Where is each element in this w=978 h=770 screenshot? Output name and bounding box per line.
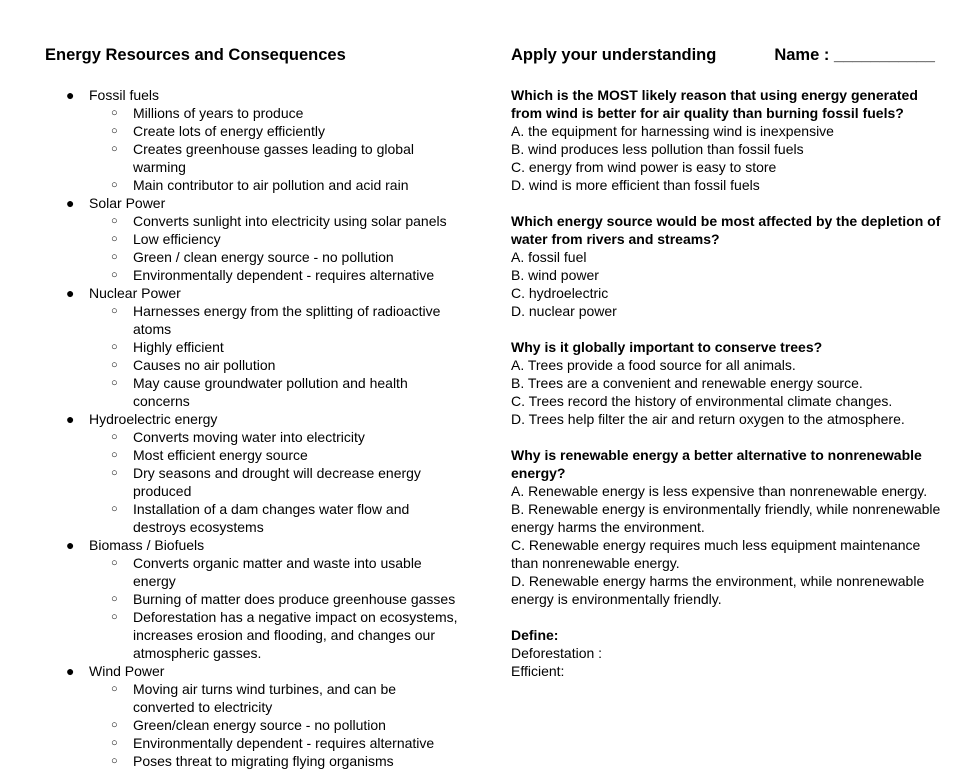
circle-bullet-icon: ○ bbox=[111, 107, 118, 119]
point-item: ○ Deforestation has a negative impact on ecosystems, increases erosion and flooding, and changes our atmospheric gasses. bbox=[111, 609, 458, 661]
answer-option: B. wind produces less pollution than fossil fuels bbox=[511, 141, 804, 157]
circle-bullet-icon: ○ bbox=[111, 359, 118, 371]
worksheet-title: Apply your understanding bbox=[511, 46, 717, 64]
circle-bullet-icon: ○ bbox=[111, 269, 118, 281]
circle-bullet-icon: ○ bbox=[111, 737, 118, 749]
question-text: Which energy source would be most affected by the depletion of water from rivers and streams? bbox=[511, 213, 941, 247]
answer-option: D. wind is more efficient than fossil fuels bbox=[511, 177, 760, 193]
answer-option: B. Trees are a convenient and renewable energy source. bbox=[511, 375, 863, 391]
topic-points bbox=[89, 302, 485, 410]
circle-bullet-icon: ○ bbox=[111, 611, 118, 623]
circle-bullet-icon: ○ bbox=[111, 593, 118, 605]
circle-bullet-icon: ○ bbox=[111, 755, 118, 767]
question-block-1 bbox=[511, 86, 951, 194]
question-text: Why is it globally important to conserve trees? bbox=[511, 339, 823, 355]
question-block-4 bbox=[511, 446, 951, 608]
circle-bullet-icon: ○ bbox=[111, 179, 118, 191]
circle-bullet-icon: ○ bbox=[111, 215, 118, 227]
point-item: ○ Converts organic matter and waste into usable energy bbox=[111, 555, 422, 589]
circle-bullet-icon: ○ bbox=[111, 503, 118, 515]
answer-option: A. fossil fuel bbox=[511, 249, 587, 265]
point-item: ○ Converts moving water into electricity bbox=[111, 429, 365, 445]
point-item: ○ Environmentally dependent - requires alternative bbox=[111, 735, 435, 751]
bullet-icon: ● bbox=[66, 87, 75, 103]
point-item: ○ Poses threat to migrating flying organisms bbox=[111, 753, 394, 769]
bullet-icon: ● bbox=[66, 537, 75, 553]
topic-item-hydroelectric bbox=[45, 410, 485, 536]
answer-option: B. Renewable energy is environmentally friendly, while nonrenewable energy harms the environment. bbox=[511, 501, 941, 535]
circle-bullet-icon: ○ bbox=[111, 377, 118, 389]
worksheet-column bbox=[511, 44, 951, 680]
topic-points bbox=[89, 680, 485, 770]
point-item: ○ Dry seasons and drought will decrease energy produced bbox=[111, 465, 421, 499]
bullet-icon: ● bbox=[66, 285, 75, 301]
circle-bullet-icon: ○ bbox=[111, 431, 118, 443]
topic-item-fossil-fuels bbox=[45, 86, 485, 194]
circle-bullet-icon: ○ bbox=[111, 305, 118, 317]
question-block-3 bbox=[511, 338, 951, 428]
topic-points bbox=[89, 104, 485, 194]
define-section bbox=[511, 626, 951, 680]
topic-item-wind-power bbox=[45, 662, 485, 770]
answer-option: C. Renewable energy requires much less equipment maintenance than nonrenewable energy. bbox=[511, 537, 921, 571]
answer-option: A. the equipment for harnessing wind is inexpensive bbox=[511, 123, 834, 139]
point-item: ○ Environmentally dependent - requires alternative bbox=[111, 267, 435, 283]
topic-label: Hydroelectric energy bbox=[89, 411, 218, 427]
circle-bullet-icon: ○ bbox=[111, 683, 118, 695]
circle-bullet-icon: ○ bbox=[111, 143, 118, 155]
topic-list bbox=[45, 86, 485, 770]
point-item: ○ Harnesses energy from the splitting of radioactive atoms bbox=[111, 303, 441, 337]
question-block-2 bbox=[511, 212, 951, 320]
point-item: ○ Green/clean energy source - no pollution bbox=[111, 717, 386, 733]
circle-bullet-icon: ○ bbox=[111, 449, 118, 461]
answer-option: B. wind power bbox=[511, 267, 599, 283]
answer-option: A. Renewable energy is less expensive than nonrenewable energy. bbox=[511, 483, 928, 499]
point-item: ○ Converts sunlight into electricity using solar panels bbox=[111, 213, 447, 229]
circle-bullet-icon: ○ bbox=[111, 233, 118, 245]
answer-option: D. Trees help filter the air and return oxygen to the atmosphere. bbox=[511, 411, 905, 427]
point-item: ○ Main contributor to air pollution and acid rain bbox=[111, 177, 409, 193]
point-item: ○ Millions of years to produce bbox=[111, 105, 304, 121]
name-field-label: Name : ___________ bbox=[774, 46, 935, 64]
topic-item-solar-power bbox=[45, 194, 485, 284]
point-item: ○ Most efficient energy source bbox=[111, 447, 308, 463]
topic-label: Biomass / Biofuels bbox=[89, 537, 205, 553]
notes-title: Energy Resources and Consequences bbox=[45, 46, 346, 64]
topic-points bbox=[89, 428, 485, 536]
circle-bullet-icon: ○ bbox=[111, 125, 118, 137]
circle-bullet-icon: ○ bbox=[111, 341, 118, 353]
circle-bullet-icon: ○ bbox=[111, 251, 118, 263]
question-text: Why is renewable energy a better alternative to nonrenewable energy? bbox=[511, 447, 922, 481]
topic-label: Solar Power bbox=[89, 195, 166, 211]
circle-bullet-icon: ○ bbox=[111, 557, 118, 569]
topic-item-biomass bbox=[45, 536, 485, 662]
point-item: ○ Burning of matter does produce greenhouse gasses bbox=[111, 591, 456, 607]
point-item: ○ Causes no air pollution bbox=[111, 357, 276, 373]
answer-option: C. hydroelectric bbox=[511, 285, 609, 301]
topic-label: Nuclear Power bbox=[89, 285, 181, 301]
point-item: ○ Highly efficient bbox=[111, 339, 224, 355]
point-item: ○ May cause groundwater pollution and health concerns bbox=[111, 375, 408, 409]
point-item: ○ Installation of a dam changes water flow and destroys ecosystems bbox=[111, 501, 410, 535]
point-item: ○ Low efficiency bbox=[111, 231, 221, 247]
define-term: Efficient: bbox=[511, 663, 565, 679]
circle-bullet-icon: ○ bbox=[111, 467, 118, 479]
point-item: ○ Create lots of energy efficiently bbox=[111, 123, 325, 139]
topic-item-nuclear-power bbox=[45, 284, 485, 410]
worksheet-header bbox=[511, 44, 951, 66]
topic-points bbox=[89, 212, 485, 284]
bullet-icon: ● bbox=[66, 411, 75, 427]
define-term: Deforestation : bbox=[511, 645, 603, 661]
topic-points bbox=[89, 554, 485, 662]
point-item: ○ Moving air turns wind turbines, and can be converted to electricity bbox=[111, 681, 397, 715]
answer-option: C. energy from wind power is easy to store bbox=[511, 159, 777, 175]
topic-label: Wind Power bbox=[89, 663, 165, 679]
define-title: Define: bbox=[511, 627, 559, 643]
bullet-icon: ● bbox=[66, 195, 75, 211]
answer-option: C. Trees record the history of environmental climate changes. bbox=[511, 393, 893, 409]
question-text: Which is the MOST likely reason that using energy generated from wind is better for air quality than burning fossil fuels? bbox=[511, 87, 918, 121]
circle-bullet-icon: ○ bbox=[111, 719, 118, 731]
answer-option: D. Renewable energy harms the environment, while nonrenewable energy is environmentally friendly. bbox=[511, 573, 925, 607]
point-item: ○ Green / clean energy source - no pollution bbox=[111, 249, 394, 265]
notes-column bbox=[45, 44, 485, 770]
point-item: ○ Creates greenhouse gasses leading to global warming bbox=[111, 141, 414, 175]
answer-option: A. Trees provide a food source for all animals. bbox=[511, 357, 796, 373]
answer-option: D. nuclear power bbox=[511, 303, 617, 319]
topic-label: Fossil fuels bbox=[89, 87, 160, 103]
bullet-icon: ● bbox=[66, 663, 75, 679]
